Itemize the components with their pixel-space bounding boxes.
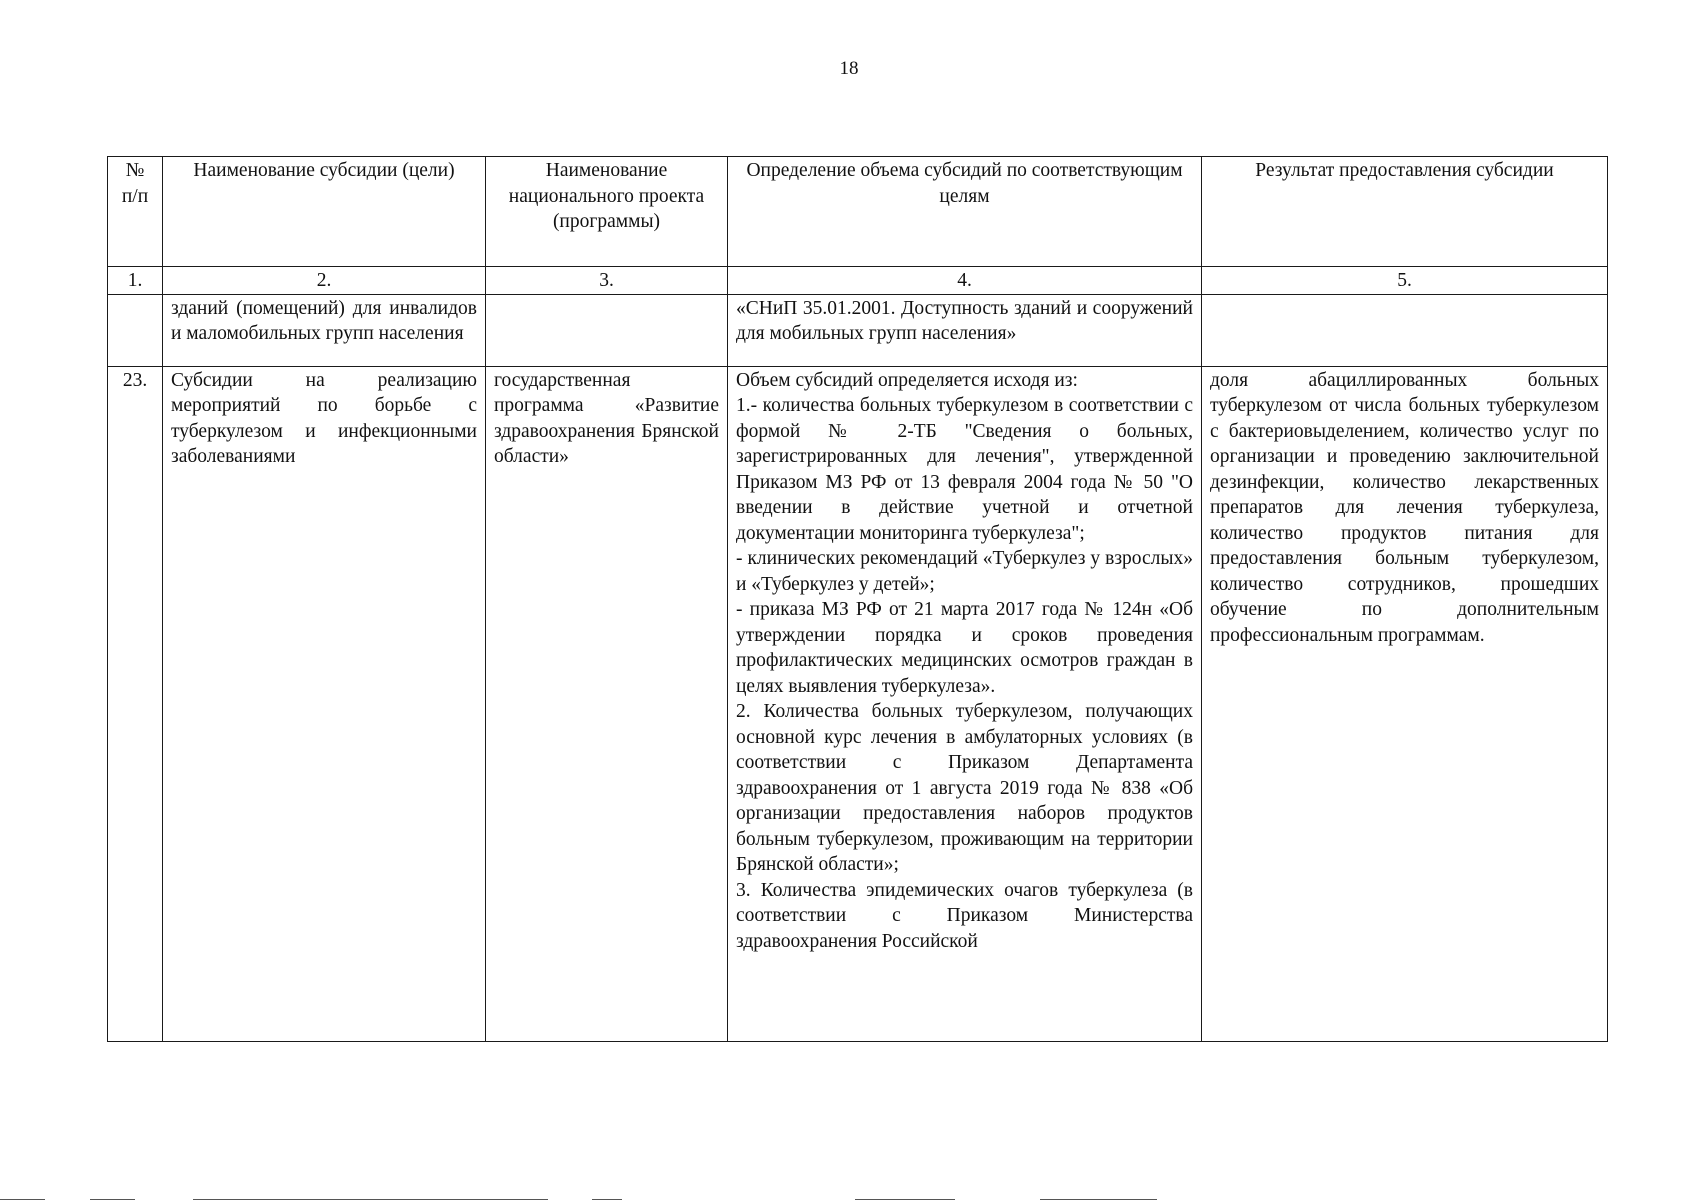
header-volume-definition: Определение объема субсидий по соответствующим целям (728, 157, 1202, 267)
subsidy-name-cell: Субсидии на реализацию мероприятий по борьбе с туберкулезом и инфекционными заболеваниями (163, 366, 486, 1041)
volume-definition-cell: «СНиП 35.01.2001. Доступность зданий и сооружений для мобильных групп населения» (728, 294, 1202, 366)
column-number: 5. (1202, 267, 1608, 295)
national-project-cell (486, 294, 728, 366)
header-subsidy-name: Наименование субсидии (цели) (163, 157, 486, 267)
national-project-cell: государственная программа «Развитие здравоохранения Брянской области» (486, 366, 728, 1041)
header-national-project: Наименование национального проекта (программы) (486, 157, 728, 267)
definition-paragraph: 1.- количества больных туберкулезом в соответствии с формой № 2-ТБ "Сведения о больных, зарегистрированных для лечения", утвержденной Приказом МЗ РФ от 13 февраля 2004 года № 50 "О введении в действие учетной и отчетной документации мониторинга туберкулеза"; (736, 395, 1193, 544)
row-number (108, 294, 163, 366)
header-number: № п/п (108, 157, 163, 267)
table-row-continuation (108, 294, 1608, 366)
column-number-row (108, 267, 1608, 295)
header-result: Результат предоставления субсидии (1202, 157, 1608, 267)
table-header-row (108, 157, 1608, 267)
volume-definition-cell (728, 366, 1202, 1041)
definition-paragraph: Объем субсидий определяется исходя из: (736, 369, 1078, 391)
subsidy-table (107, 156, 1608, 1042)
column-number: 3. (486, 267, 728, 295)
definition-paragraph: 2. Количества больных туберкулезом, получающих основной курс лечения в амбулаторных условиях (в соответствии с Приказом Департамента здравоохранения от 1 августа 2019 года № 838 «Об организации предоставления наборов продуктов больным туберкулезом, проживающим на территории Брянской области»; (736, 701, 1193, 875)
definition-paragraph: - приказа МЗ РФ от 21 марта 2017 года № 124н «Об утверждении порядка и сроков проведения профилактических медицинских осмотров граждан в целях выявления туберкулеза». (736, 599, 1193, 697)
page-number: 18 (839, 58, 859, 79)
column-number: 2. (163, 267, 486, 295)
column-number: 1. (108, 267, 163, 295)
definition-paragraph: - клинических рекомендаций «Туберкулез у взрослых» и «Туберкулез у детей»; (736, 548, 1193, 595)
result-cell: доля абациллированных больных туберкулезом от числа больных туберкулезом с бактериовыделением, количество услуг по организации и проведению заключительной дезинфекции, количество лекарственных препаратов для лечения туберкулеза, количество продуктов питания для предоставления больным туберкулезом, количество сотрудников, прошедших обучение по дополнительным профессиональным программам. (1202, 366, 1608, 1041)
subsidy-name-cell: зданий (помещений) для инвалидов и маломобильных групп населения (163, 294, 486, 366)
result-cell (1202, 294, 1608, 366)
definition-paragraph: 3. Количества эпидемических очагов туберкулеза (в соответствии с Приказом Министерства здравоохранения Российской (736, 879, 1193, 952)
table-row-23 (108, 366, 1608, 1041)
column-number: 4. (728, 267, 1202, 295)
row-number: 23. (108, 366, 163, 1041)
